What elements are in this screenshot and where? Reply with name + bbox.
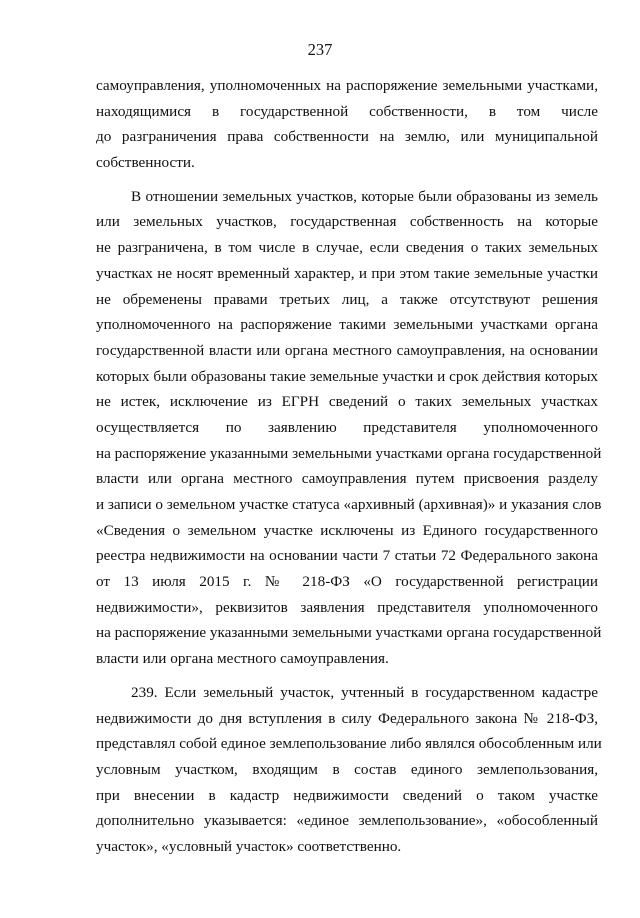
text-line: уполномоченного на распоряжение такими земельными участками органа: [96, 316, 598, 334]
text-line: власти или органа местного самоуправления.: [96, 650, 389, 668]
text-line: или земельных участков, государственная собственность на которые: [96, 213, 598, 231]
text-line: от 13 июля 2015 г. № 218-ФЗ «О государственной регистрации: [96, 573, 598, 591]
text-line: при внесении в кадастр недвижимости сведений о таком участке: [96, 786, 598, 804]
paragraph-land-plots-exclusion: [96, 184, 602, 672]
text-line: и записи о земельном участке статуса «архивный (архивная)» и указания слов: [96, 496, 602, 513]
text-line: не истек, исключение из ЕГРН сведений о таких земельных участках: [96, 393, 598, 411]
text-line: не разграничена, в том числе в случае, если сведения о таких земельных: [96, 239, 598, 257]
text-line: В отношении земельных участков, которые были образованы из земель: [131, 187, 598, 205]
text-line: государственной власти или органа местного самоуправления, на основании: [96, 341, 598, 359]
text-line: которых были образованы такие земельные участки и срок действия которых: [96, 367, 598, 385]
text-line: дополнительно указывается: «единое землепользование», «обособленный: [96, 812, 598, 830]
page-number: 237: [307, 40, 333, 59]
text-line: до разграничения права собственности на землю, или муниципальной: [96, 128, 598, 146]
paragraph-continuation: [96, 73, 598, 176]
text-line: осуществляется по заявлению представителя уполномоченного: [96, 418, 598, 436]
text-line: не обременены правами третьих лиц, а также отсутствуют решения: [96, 290, 598, 308]
text-line: участках не носят временный характер, и при этом такие земельные участки: [96, 264, 598, 282]
text-line: 239. Если земельный участок, учтенный в государственном кадастре: [131, 683, 598, 701]
text-line: власти или органа местного самоуправления путем присвоения разделу: [96, 470, 598, 488]
text-line: представлял собой единое землепользование либо являлся обособленным или: [96, 735, 602, 753]
text-line: реестра недвижимости на основании части 7 статьи 72 Федерального закона: [96, 547, 598, 565]
text-line: условным участком, входящим в состав единого землепользования,: [96, 760, 598, 778]
document-body: [96, 73, 602, 860]
text-line: находящимися в государственной собственности, в том числе: [96, 102, 598, 120]
text-line: на распоряжение указанными земельными участками органа государственной: [96, 444, 602, 462]
text-line: на распоряжение указанными земельными участками органа государственной: [96, 624, 602, 642]
text-line: самоуправления, уполномоченных на распоряжение земельными участками,: [96, 77, 598, 94]
text-line: собственности.: [96, 154, 195, 172]
text-line: недвижимости», реквизитов заявления представителя уполномоченного: [96, 598, 598, 616]
paragraph-item-239: [96, 680, 602, 860]
text-line: «Сведения о земельном участке исключены из Единого государственного: [96, 521, 598, 539]
text-line: недвижимости до дня вступления в силу Федерального закона № 218-ФЗ,: [96, 709, 598, 727]
text-line: участок», «условный участок» соответственно.: [96, 837, 402, 855]
